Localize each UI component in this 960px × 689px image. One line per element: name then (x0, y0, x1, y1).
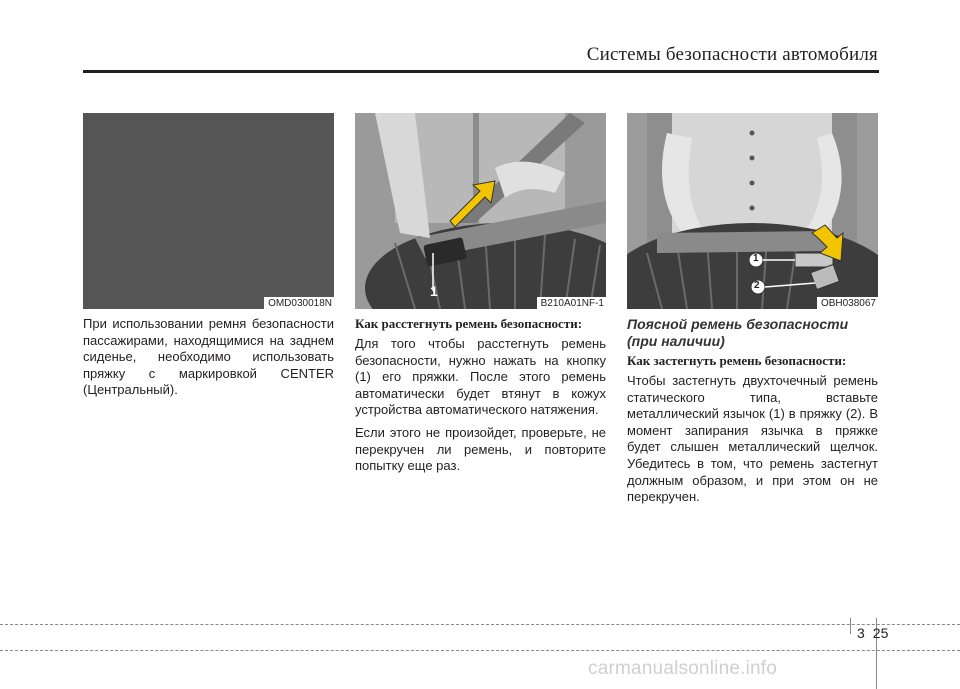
col3-title (627, 316, 878, 350)
page-number (857, 625, 888, 641)
figure-3-label: OBH038067 (817, 297, 878, 309)
col2-heading: Как расстегнуть ремень безопасности: (355, 316, 583, 331)
figure-3-image (627, 113, 878, 309)
figure-2-callout-1: 1 (430, 283, 438, 299)
col2-paragraph-2: Если этого не произойдет, проверьте, не перекручен ли ремень, и повторите попытку еще раз. (355, 424, 606, 474)
page-number-value: 25 (872, 625, 889, 641)
figure-1 (83, 113, 334, 309)
section-title: Системы безопасности автомобиля (586, 44, 878, 65)
figure-1-label: OMD030018N (264, 297, 334, 309)
col3-title-line-2: (при наличии) (627, 333, 725, 349)
header-rule (83, 70, 879, 73)
footer-rule-top (0, 624, 960, 625)
figure-3-callout-2: 2 (754, 280, 760, 291)
col2-paragraph-1: Для того чтобы расстегнуть ремень безопасности, нужно нажать на кнопку (1) его пряжки. После этого ремень автоматически будет втянут в кожух устройства автоматического натяжения. (355, 336, 606, 418)
column-2 (355, 316, 606, 475)
col3-paragraph-1: Чтобы застегнуть двухточечный ремень статического типа, вставьте металлический язычок (1) в пряжку (2). В момент запирания язычка в пряжке будет слышен металлический щелчок. Убедитесь в том, что ремень застегнут должным образом, и при этом он не перекручен. (627, 373, 878, 505)
col3-heading: Как застегнуть ремень безопасности: (627, 353, 847, 368)
chapter-number: 3 (857, 625, 865, 641)
figure-2-label: B210A01NF-1 (537, 297, 606, 309)
figure-2-image (355, 113, 606, 309)
col1-paragraph: При использовании ремня безопасности пассажирами, находящимися на заднем сиденье, необходимо использовать пряжку с маркировкой CENTER (Центральный). (83, 316, 334, 398)
footer-rule-bottom (0, 650, 960, 651)
column-1 (83, 316, 334, 399)
figure-2 (355, 113, 606, 309)
figure-1-image (83, 113, 334, 309)
watermark: carmanualsonline.info (588, 658, 778, 679)
figure-3-callout-1: 1 (753, 253, 759, 264)
column-3 (627, 316, 878, 506)
page-separator-left (850, 618, 851, 634)
figure-3 (627, 113, 878, 309)
col3-title-line-1: Поясной ремень безопасности (627, 316, 849, 332)
